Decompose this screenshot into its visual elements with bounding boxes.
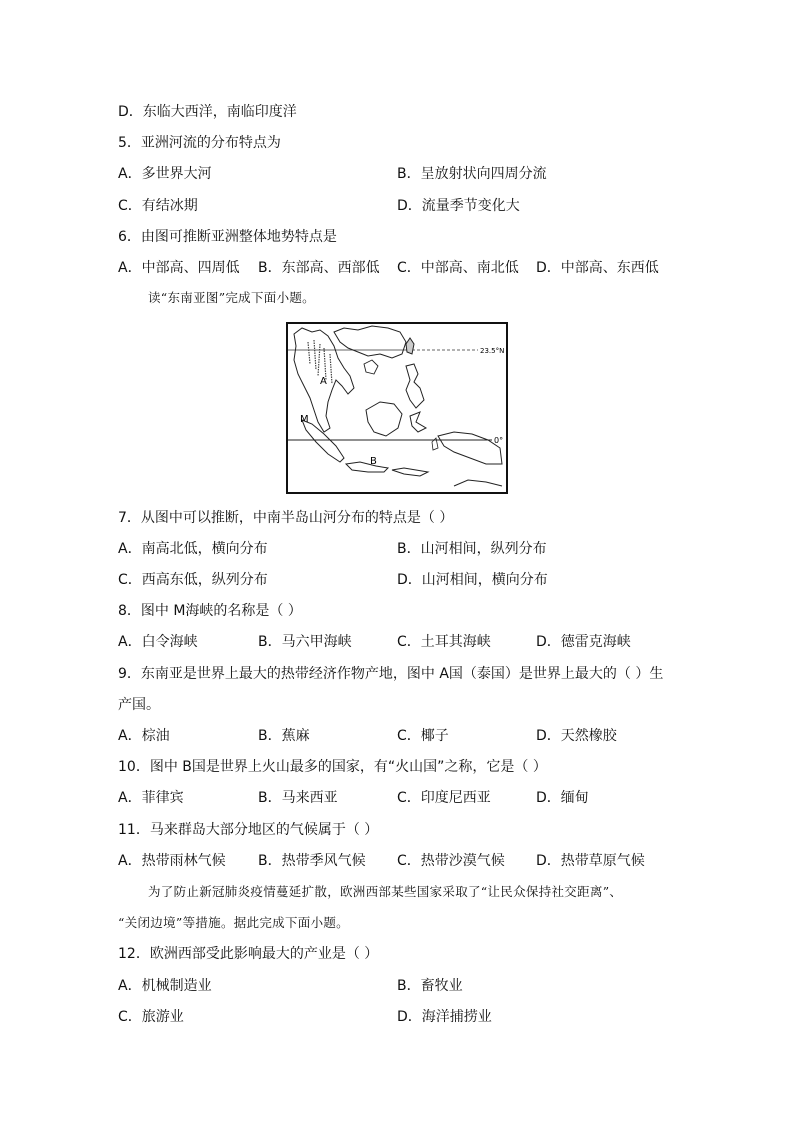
taiwan-island [406, 338, 414, 354]
hainan-island [364, 360, 378, 374]
q7-option-a: A．南高北低，横向分布 [118, 541, 268, 557]
q6-option-c: C．中部高、南北低 [397, 260, 519, 276]
tropic-label: 23.5°N [480, 347, 505, 355]
intro-southeast-asia: 读“东南亚图”完成下面小题。 [148, 290, 315, 305]
philippines [406, 364, 424, 408]
q10-option-b: B．马来西亚 [258, 790, 338, 806]
q11-stem: 11．马来群岛大部分地区的气候属于（ ） [118, 822, 379, 838]
q8-option-c: C．土耳其海峡 [397, 634, 491, 650]
q11-option-a: A．热带雨林气候 [118, 853, 226, 869]
q11-option-b: B．热带季风气候 [258, 853, 366, 869]
q8-option-b: B．马六甲海峡 [258, 634, 352, 650]
q7-option-b: B．山河相间，纵列分布 [397, 541, 547, 557]
q10-stem: 10．图中 B国是世界上火山最多的国家，有“火山国”之称，它是（ ） [118, 759, 547, 775]
equator-label: 0° [494, 436, 504, 445]
sulawesi-island [410, 412, 426, 432]
q9-option-b: B．蕉麻 [258, 728, 310, 744]
q7-option-c: C．西高东低，纵列分布 [118, 572, 268, 588]
q11-option-d: D．热带草原气候 [536, 853, 645, 869]
label-a: A [320, 376, 327, 387]
java-island [346, 462, 388, 472]
q6-option-d: D．中部高、东西低 [536, 260, 659, 276]
q10-option-c: C．印度尼西亚 [397, 790, 491, 806]
q8-option-a: A．白令海峡 [118, 634, 198, 650]
q11-option-c: C．热带沙漠气候 [397, 853, 505, 869]
q12-option-a: A．机械制造业 [118, 978, 212, 994]
q6-option-a: A．中部高、四周低 [118, 260, 240, 276]
q8-option-d: D．德雷克海峡 [536, 634, 631, 650]
q5-option-b: B．呈放射状向四周分流 [397, 166, 547, 182]
southeast-asia-map [286, 322, 508, 494]
label-m: M [300, 414, 309, 425]
q9-option-d: D．天然橡胶 [536, 728, 617, 744]
q9-option-a: A．棕油 [118, 728, 170, 744]
q12-option-c: C．旅游业 [118, 1009, 184, 1025]
sumatra-island [302, 420, 344, 462]
q10-option-a: A．菲律宾 [118, 790, 184, 806]
q7-stem: 7．从图中可以推断，中南半岛山河分布的特点是（ ） [118, 510, 454, 526]
q8-stem: 8．图中 M海峡的名称是（ ） [118, 603, 302, 619]
q4-option-d: D．东临大西洋，南临印度洋 [118, 104, 297, 120]
q10-option-d: D．缅甸 [536, 790, 589, 806]
south-china-coast [334, 326, 406, 358]
q9-stem-line1: 9．东南亚是世界上最大的热带经济作物产地，图中 A国（泰国）是世界上最大的（ ）生 [118, 666, 664, 682]
q12-stem: 12．欧洲西部受此影响最大的产业是（ ） [118, 946, 379, 962]
q7-option-d: D．山河相间，横向分布 [397, 572, 548, 588]
intro-europe-line2: “关闭边境”等措施。据此完成下面小题。 [118, 915, 349, 930]
new-guinea-island [438, 432, 502, 464]
lesser-sunda-islands [392, 468, 428, 476]
q12-option-d: D．海洋捕捞业 [397, 1009, 492, 1025]
q5-option-c: C．有结冰期 [118, 198, 198, 214]
q5-stem: 5．亚洲河流的分布特点为 [118, 135, 281, 151]
q12-option-b: B．畜牧业 [397, 978, 463, 994]
q6-stem: 6．由图可推断亚洲整体地势特点是 [118, 229, 337, 245]
q5-option-a: A．多世界大河 [118, 166, 212, 182]
australia-coast [454, 480, 502, 486]
q5-option-d: D．流量季节变化大 [397, 198, 520, 214]
q6-option-b: B．东部高、西部低 [258, 260, 380, 276]
q9-option-c: C．椰子 [397, 728, 449, 744]
borneo-island [366, 402, 402, 436]
label-b: B [370, 456, 377, 467]
intro-europe-line1: 为了防止新冠肺炎疫情蔓延扩散，欧洲西部某些国家采取了“让民众保持社交距离”、 [148, 884, 623, 899]
q9-stem-line2: 产国。 [118, 697, 160, 713]
